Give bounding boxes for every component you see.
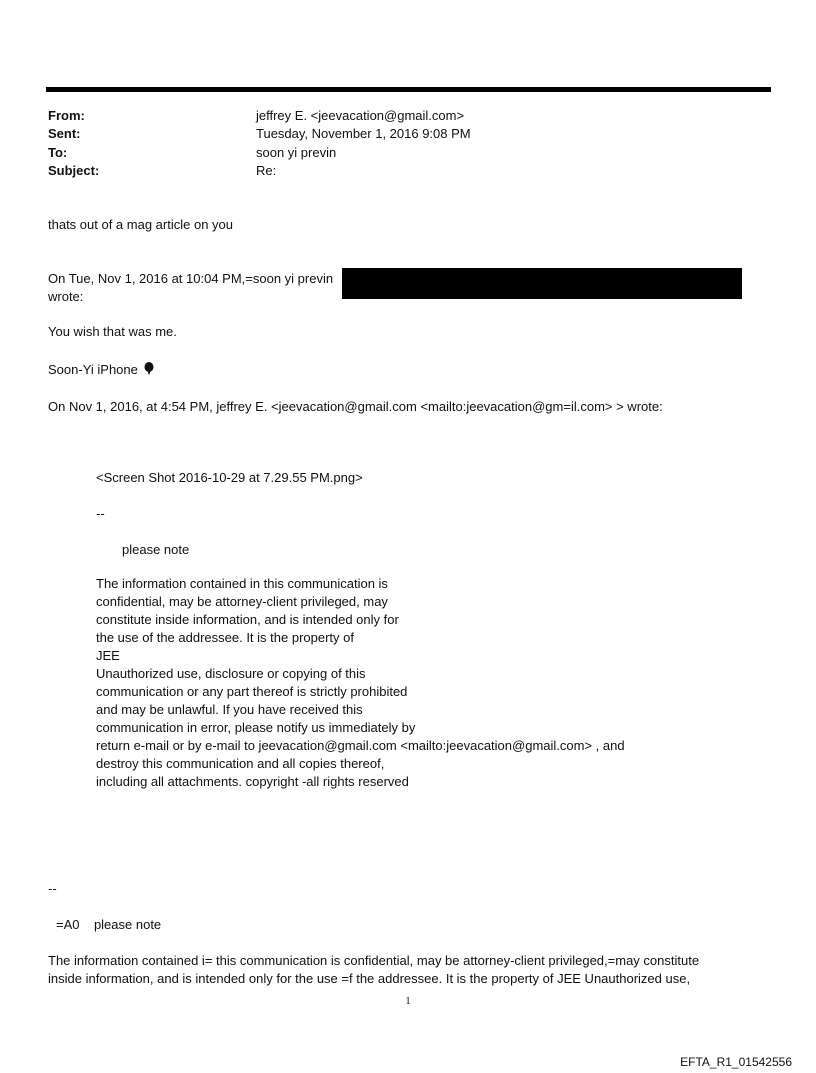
disclaimer-line: communication or any part thereof is strictly prohibited <box>96 684 408 699</box>
disclaimer-line: return e-mail or by e-mail to jeevacation@gmail.com <mailto:jeevacation@gmail.com> , and <box>96 738 625 753</box>
signature-text: Soon-Yi iPhone <box>48 362 138 377</box>
footer-disclaimer-line: inside information, and is intended only for the use =f the addressee. It is the property of JEE Unauthorized use, <box>48 971 691 986</box>
bates-number: EFTA_R1_01542556 <box>680 1055 792 1069</box>
header-rule <box>46 87 771 92</box>
disclaimer-line: communication in error, please notify us immediately by <box>96 720 416 735</box>
page-number: 1 <box>405 995 411 1007</box>
disclaimer-block <box>96 575 625 791</box>
disclaimer-line: constitute inside information, and is intended only for <box>96 612 399 627</box>
to-label: To: <box>48 145 68 160</box>
sent-label: Sent: <box>48 126 81 141</box>
signature-line <box>48 361 154 381</box>
from-label: From: <box>48 108 85 123</box>
disclaimer-line: including all attachments. copyright -all rights reserved <box>96 774 409 789</box>
disclaimer-line: JEE <box>96 648 120 663</box>
quote2-header: On Nov 1, 2016, at 4:54 PM, jeffrey E. <jeevacation@gmail.com <mailto:jeevacation@gm=il.com> > wrote: <box>48 399 663 414</box>
to-value: soon yi previn <box>256 145 337 160</box>
disclaimer-line: confidential, may be attorney-client privileged, may <box>96 594 388 609</box>
please-note: please note <box>122 542 190 557</box>
redaction-box <box>342 268 742 299</box>
quote1-header-line1: On Tue, Nov 1, 2016 at 10:04 PM,=soon yi previn <box>48 271 334 286</box>
signature-separator: -- <box>96 506 105 521</box>
disclaimer-line: Unauthorized use, disclosure or copying of this <box>96 666 366 681</box>
from-value: jeffrey E. <jeevacation@gmail.com> <box>256 108 465 123</box>
reply-text: thats out of a mag article on you <box>48 217 233 232</box>
disclaimer-line: The information contained in this communication is <box>96 576 388 591</box>
footer-separator: -- <box>48 881 57 896</box>
subject-label: Subject: <box>48 163 100 178</box>
footer-disclaimer <box>48 952 748 988</box>
quote1-text: You wish that was me. <box>48 324 177 339</box>
footer-please-note: =A0 please note <box>56 917 162 932</box>
disclaimer-line: the use of the addressee. It is the property of <box>96 630 354 645</box>
subject-value: Re: <box>256 163 277 178</box>
disclaimer-line: and may be unlawful. If you have received this <box>96 702 363 717</box>
attachment-name: <Screen Shot 2016-10-29 at 7.29.55 PM.png> <box>96 470 363 485</box>
pin-icon <box>144 362 154 381</box>
disclaimer-line: destroy this communication and all copies thereof, <box>96 756 385 771</box>
footer-disclaimer-line: The information contained i= this communication is confidential, may be attorney-client privileged,=may constitute <box>48 953 700 968</box>
quote1-header-line2: wrote: <box>48 289 84 304</box>
sent-value: Tuesday, November 1, 2016 9:08 PM <box>256 126 471 141</box>
